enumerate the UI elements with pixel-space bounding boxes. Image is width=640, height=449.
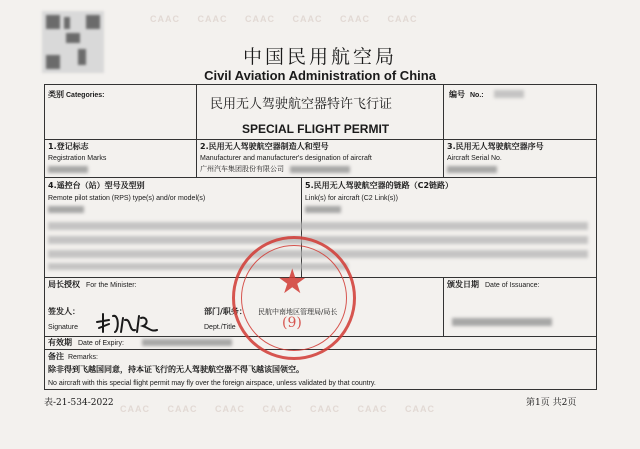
authorization-label-cn: 局长授权: [48, 280, 80, 289]
star-icon: ★: [277, 262, 308, 302]
issue-date-label-cn: 颁发日期: [447, 280, 479, 289]
redacted-link: [305, 206, 341, 213]
redacted-rps-model: [48, 206, 84, 213]
serial-label-en: No.:: [470, 92, 484, 99]
field2-label-cn: 2.民用无人驾驶航空器制造人和型号: [200, 142, 329, 151]
field2-manufacturer-value: 广州汽车集团股份有限公司: [200, 165, 284, 173]
dept-label-en: Dept./Title: [204, 324, 236, 331]
issue-date-label-en: Date of Issuance:: [485, 282, 540, 289]
field3-label-en: Aircraft Serial No.: [447, 155, 502, 162]
field4-label-cn: 4.遥控台（站）型号及型别: [48, 181, 145, 190]
dept-label-cn: 部门/职务：: [204, 307, 247, 316]
redacted-expiry-date: [142, 339, 232, 346]
permit-title-cn: 民用无人驾驶航空器特许飞行证: [210, 97, 393, 112]
official-seal: [232, 236, 356, 360]
redacted-serial: [494, 90, 524, 98]
field1-label-en: Registration Marks: [48, 155, 107, 162]
dept-value: 民航中南地区管理局/局长: [258, 308, 338, 316]
expiry-label-en: Date of Expiry:: [78, 340, 124, 347]
redacted-aircraft-serial: [447, 166, 497, 173]
remarks-label-en: Remarks:: [68, 354, 98, 361]
categories-label-en: Categories:: [66, 92, 105, 99]
remarks-text-cn: 除非得到飞越国同意，持本证飞行的无人驾驶航空器不得飞越该国领空。: [48, 365, 304, 374]
page-indicator: 第1页 共2页: [526, 398, 577, 408]
handwritten-signature: [95, 310, 165, 336]
redacted-issue-date: [452, 318, 552, 326]
redacted-model: [290, 166, 350, 173]
field4-label-en: Remote pilot station (RPS) type(s) and/or model(s): [48, 195, 206, 202]
redacted-text-line: [48, 222, 588, 230]
field5-label-cn: 5.民用无人驾驶航空器的链路（C2链路）: [305, 181, 454, 190]
watermark: CAAC CAAC CAAC CAAC CAAC CAAC: [150, 14, 418, 24]
authorization-label-en: For the Minister:: [86, 282, 137, 289]
permit-title-en: SPECIAL FLIGHT PERMIT: [242, 122, 390, 136]
redacted-registration: [48, 166, 88, 173]
categories-label-cn: 类别: [48, 90, 64, 99]
authority-title-cn: 中国民用航空局: [242, 46, 397, 68]
remarks-label-cn: 备注: [48, 352, 64, 361]
serial-label-cn: 编号: [449, 90, 465, 99]
watermark: CAAC CAAC CAAC CAAC CAAC CAAC CAAC: [120, 404, 436, 414]
field5-label-en: Link(s) for aircraft (C2 Link(s)): [305, 195, 398, 202]
field1-label-cn: 1.登记标志: [48, 142, 89, 151]
authority-title-en: Civil Aviation Administration of China: [204, 68, 436, 83]
field2-label-en: Manufacturer and manufacturer's designation of aircraft: [200, 155, 372, 162]
form-number: 表-21-534-2022: [44, 398, 114, 408]
expiry-label-cn: 有效期: [48, 338, 72, 347]
field3-label-cn: 3.民用无人驾驶航空器序号: [447, 142, 544, 151]
seal-number: (9): [282, 315, 302, 331]
remarks-text-en: No aircraft with this special flight permit may fly over the foreign airspace, unless validated by that country.: [48, 380, 376, 387]
signature-label-cn: 签发人：: [48, 307, 80, 316]
signature-label-en: Signature: [48, 324, 78, 331]
